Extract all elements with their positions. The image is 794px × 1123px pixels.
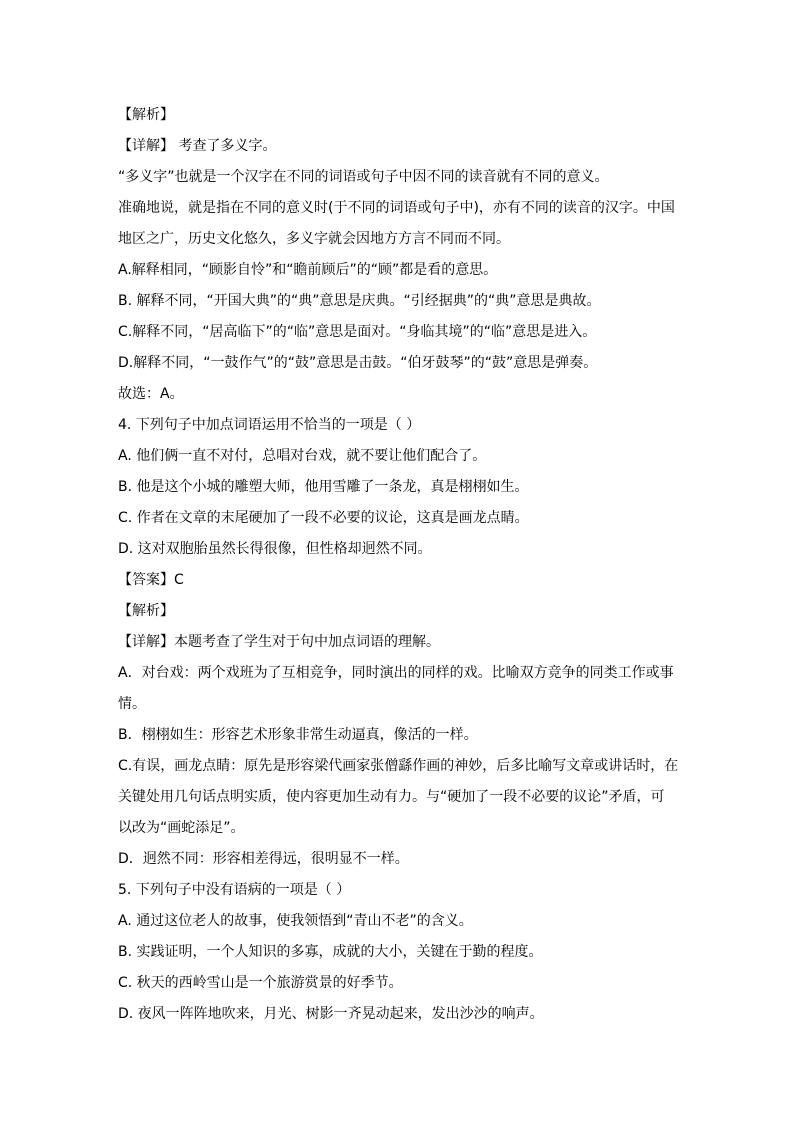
answer-label: 【答案】C xyxy=(118,572,184,588)
question-4-option-b: B. 他是这个小城的雕塑大师，他用雪雕了一条龙，真是栩栩如生。 xyxy=(118,479,529,495)
explanation-a-cont: 情。 xyxy=(118,696,146,712)
text-line: 地区之广，历史文化悠久，多义字就会因地方方言不同而不同。 xyxy=(118,231,510,247)
question-5-option-b: B. 实践证明，一个人知识的多寡，成就的大小，关键在于勤的程度。 xyxy=(118,944,543,960)
section-heading-analysis: 【解析】 xyxy=(118,603,174,619)
question-5: 5. 下列句子中没有语病的一项是（ ） xyxy=(118,882,351,898)
explanation-a: A．对台戏：两个戏班为了互相竞争，同时演出的同样的戏。比喻双方竞争的同类工作或事 xyxy=(118,665,674,681)
question-5-option-a: A. 通过这位老人的故事，使我领悟到“青山不老”的含义。 xyxy=(118,913,473,929)
answer-choice: 故选：A。 xyxy=(118,386,184,402)
detail-heading: 【详解】本题考查了学生对于句中加点词语的理解。 xyxy=(118,634,440,650)
question-4-option-d: D. 这对双胞胎虽然长得很像，但性格却迥然不同。 xyxy=(118,541,432,557)
question-5-option-d: D. 夜风一阵阵地吹来，月光、树影一齐晃动起来，发出沙沙的响声。 xyxy=(118,1006,544,1022)
text-line: “多义字”也就是一个汉字在不同的词语或句子中因不同的读音就有不同的意义。 xyxy=(118,169,609,185)
explanation-c-cont: 以改为“画蛇添足”。 xyxy=(118,820,245,836)
explanation-c: C.有误，画龙点睛：原先是形容梁代画家张僧繇作画的神妙，后多比喻写文章或讲话时，在 xyxy=(118,758,679,774)
explanation-b: B．栩栩如生：形容艺术形象非常生动逼真，像活的一样。 xyxy=(118,727,478,743)
section-heading-analysis: 【解析】 xyxy=(118,107,174,123)
option-a-explanation: A.解释相同，“顾影自怜”和“瞻前顾后”的“顾”都是看的意思。 xyxy=(118,262,498,278)
question-4: 4. 下列句子中加点词语运用不恰当的一项是（ ） xyxy=(118,417,421,433)
option-d-explanation: D.解释不同，“一鼓作气”的“鼓”意思是击鼓。“伯牙鼓琴”的“鼓”意思是弹奏。 xyxy=(118,355,598,371)
question-5-option-c: C. 秋天的西岭雪山是一个旅游赏景的好季节。 xyxy=(118,975,403,991)
document-body xyxy=(118,100,678,1030)
explanation-c-cont: 关键处用几句话点明实质，使内容更加生动有力。与“硬加了一段不必要的议论”矛盾，可 xyxy=(118,789,665,805)
detail-heading: 【详解】 考查了多义字。 xyxy=(118,138,277,154)
explanation-d: D．迥然不同：形容相差得远，很明显不一样。 xyxy=(118,851,409,867)
text-line: 准确地说，就是指在不同的意义时(于不同的词语或句子中)，亦有不同的读音的汉字。中国 xyxy=(118,200,675,216)
option-b-explanation: B. 解释不同，“开国大典”的“典”意思是庆典。“引经据典”的“典”意思是典故。 xyxy=(118,293,601,309)
question-4-option-c: C. 作者在文章的末尾硬加了一段不必要的议论，这真是画龙点睛。 xyxy=(118,510,529,526)
option-c-explanation: C.解释不同，“居高临下”的“临”意思是面对。“身临其境”的“临”意思是进入。 xyxy=(118,324,597,340)
question-4-option-a: A. 他们俩一直不对付，总唱对台戏，就不要让他们配合了。 xyxy=(118,448,487,464)
